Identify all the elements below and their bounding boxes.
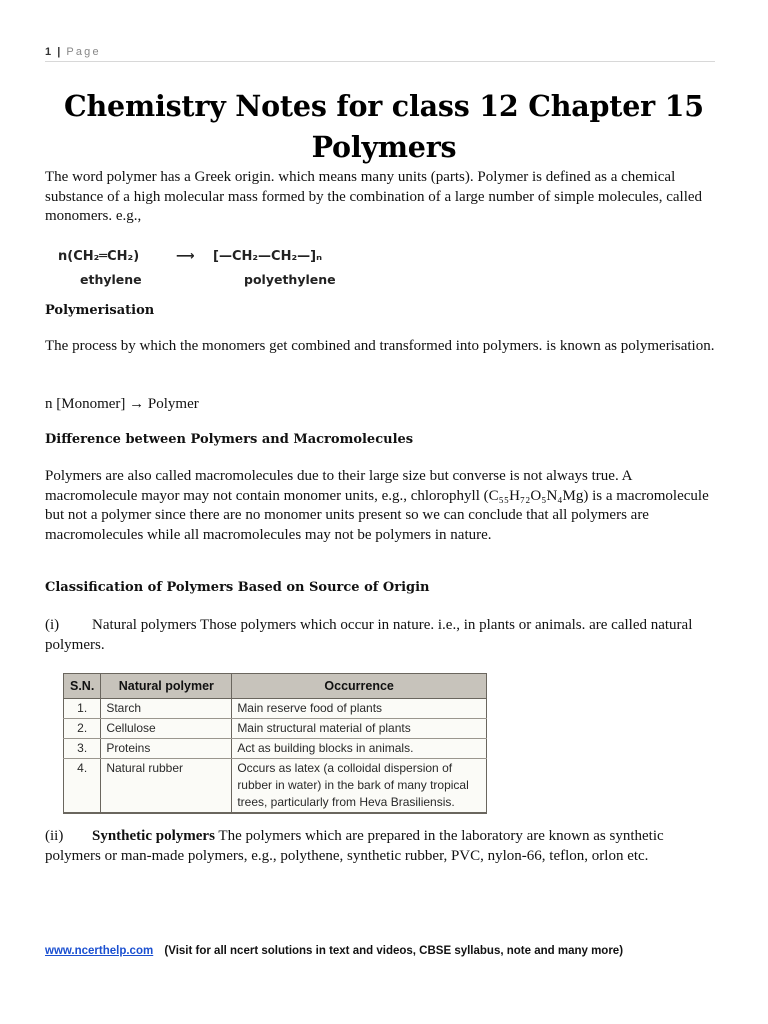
chlorophyll-formula: C₅₅H₇₂O₅N₄Mg [488, 487, 584, 504]
table-cell-sn: 3. [64, 739, 101, 759]
table-row [64, 739, 487, 759]
difference-paragraph [45, 467, 717, 545]
page-word: Page [66, 46, 101, 58]
table-cell-polymer: Proteins [101, 739, 232, 759]
intro-paragraph: The word polymer has a Greek origin. which means many units (parts). Polymer is defined as a chemical substance of a high molecular mass formed by the combination of a large number of simple molecules, called monomers. e.g., [45, 169, 703, 224]
list-marker: (ii) [45, 828, 64, 844]
table-cell-sn: 2. [64, 719, 101, 739]
classification-heading: Classification of Polymers Based on Source of Origin [45, 580, 430, 595]
table-header-polymer: Natural polymer [101, 674, 232, 699]
synthetic-polymers-term: Synthetic polymers [92, 828, 215, 844]
equation-reactant: n(CH₂═CH₂) [58, 249, 140, 264]
difference-heading: Difference between Polymers and Macromolecules [45, 432, 414, 447]
page-footer [45, 945, 725, 957]
table-cell-occurrence: Occurs as latex (a colloidal dispersion of rubber in water) in the bark of many tropical trees, particularly from Heva Brasiliensis. [232, 759, 487, 814]
equation-arrow: ⟶ [176, 249, 195, 264]
website-link[interactable]: www.ncerthelp.com [45, 945, 154, 957]
document-title: Chemistry Notes for class 12 Chapter 15 Polymers [64, 89, 704, 164]
list-item-synthetic [45, 827, 717, 866]
table-row [64, 699, 487, 719]
page-header [45, 46, 715, 62]
synthetic-polymers-text: The polymers which are prepared in the laboratory are known as synthetic polymers or man-made polymers, e.g., polythene, synthetic rubber, PVC, nylon-66, teflon, orlon etc. [45, 828, 664, 864]
equation-product-name: polyethylene [244, 272, 336, 287]
footer-note: (Visit for all ncert solutions in text and videos, CBSE syllabus, note and many more) [164, 945, 624, 957]
list-item-natural [45, 616, 717, 655]
table-row [64, 719, 487, 739]
table-header-occurrence: Occurrence [232, 674, 487, 699]
equation-product: [—CH₂—CH₂—]ₙ [213, 249, 323, 264]
table-header-sn: S.N. [64, 674, 101, 699]
table-cell-sn: 1. [64, 699, 101, 719]
natural-polymers-table [63, 673, 487, 814]
page-separator: | [57, 46, 61, 58]
natural-polymers-text: Natural polymers Those polymers which occur in nature. i.e., in plants or animals. are called natural polymers. [45, 617, 693, 653]
table-cell-occurrence: Main reserve food of plants [232, 699, 487, 719]
equation-reactant-name: ethylene [80, 272, 142, 287]
list-marker: (i) [45, 617, 60, 633]
polymerisation-formula: n [Monomer] → Polymer [45, 396, 199, 412]
polymerisation-paragraph: The process by which the monomers get combined and transformed into polymers. is known as polymerisation. [45, 338, 715, 354]
difference-text-before: Polymers are also called macromolecules due to their large size but converse is not always true. A macromolecule mayor may not contain monomer units, e.g., chlorophyll ( [45, 468, 632, 504]
polymerisation-heading: Polymerisation [45, 303, 155, 318]
table-cell-occurrence: Act as building blocks in animals. [232, 739, 487, 759]
ethylene-equation-image [58, 240, 368, 292]
table-cell-polymer: Natural rubber [101, 759, 232, 814]
table-cell-polymer: Starch [101, 699, 232, 719]
table-header-row [64, 674, 487, 699]
table-cell-polymer: Cellulose [101, 719, 232, 739]
table-row [64, 759, 487, 814]
page-number: 1 [45, 46, 52, 58]
table-cell-sn: 4. [64, 759, 101, 814]
table-cell-occurrence: Main structural material of plants [232, 719, 487, 739]
difference-text-after: ) is a macromolecule but not a polymer since there are no monomer units present so we can conclude that all polymers are macromolecules while all macromolecules may not be polymers in nature. [45, 487, 709, 543]
